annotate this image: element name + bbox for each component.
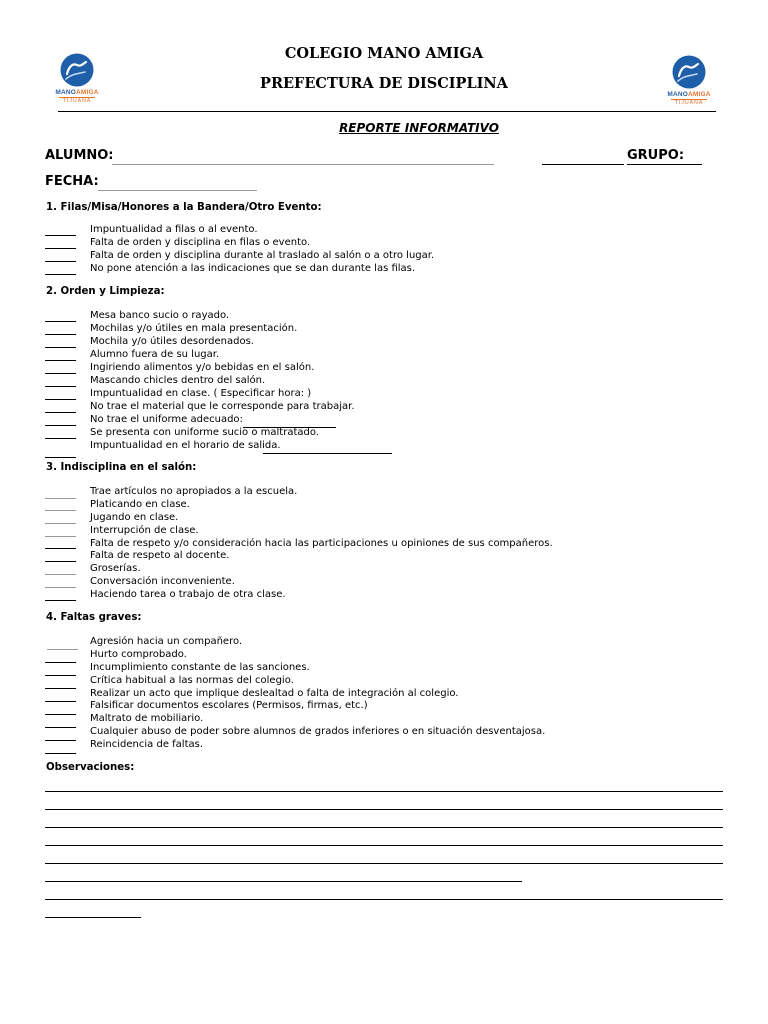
- checkbox-blank[interactable]: [45, 321, 76, 322]
- checkbox-blank[interactable]: [45, 425, 76, 426]
- list-item: Mesa banco sucio o rayado.: [90, 310, 230, 321]
- list-item: Agresión hacia un compañero.: [90, 636, 243, 647]
- observaciones-line[interactable]: [45, 791, 723, 792]
- list-item: Falta de respeto al docente.: [90, 550, 230, 561]
- checkbox-blank[interactable]: [45, 714, 76, 715]
- school-logo-left: MANOAMIGA TIJUANA: [53, 52, 101, 108]
- checkbox-blank[interactable]: [45, 412, 76, 413]
- list-item: Impuntualidad en clase. ( Especificar hora: ): [90, 388, 312, 399]
- checkbox-blank[interactable]: [45, 561, 76, 562]
- list-item: Reincidencia de faltas.: [90, 739, 204, 750]
- school-logo-right: MANOAMIGA TIJUANA: [665, 54, 713, 110]
- list-item: Jugando en clase.: [90, 512, 179, 523]
- grupo-prefix-line: [542, 148, 624, 165]
- list-item: Falta de orden y disciplina durante al traslado al salón o a otro lugar.: [90, 250, 435, 261]
- observaciones-line[interactable]: [45, 827, 723, 828]
- list-item: Impuntualidad a filas o al evento.: [90, 224, 258, 235]
- fecha-field[interactable]: [98, 174, 257, 191]
- alumno-label: ALUMNO:: [45, 148, 114, 163]
- list-item: Trae artículos no apropiados a la escuela.: [90, 486, 298, 497]
- observaciones-line[interactable]: [45, 845, 723, 846]
- observaciones-line[interactable]: [45, 899, 723, 900]
- checkbox-blank[interactable]: [45, 457, 76, 458]
- observaciones-label: Observaciones:: [46, 762, 135, 773]
- header-rule: [58, 111, 716, 112]
- checkbox-blank[interactable]: [45, 523, 76, 524]
- department-name: PREFECTURA DE DISCIPLINA: [260, 75, 508, 92]
- list-item: Haciendo tarea o trabajo de otra clase.: [90, 589, 286, 600]
- checkbox-blank[interactable]: [45, 399, 76, 400]
- checkbox-blank[interactable]: [45, 347, 76, 348]
- checkbox-blank[interactable]: [45, 235, 76, 236]
- fecha-label: FECHA:: [45, 174, 99, 189]
- checkbox-blank[interactable]: [45, 510, 76, 511]
- list-item: Mascando chicles dentro del salón.: [90, 375, 266, 386]
- checkbox-blank[interactable]: [45, 587, 76, 588]
- checkbox-blank[interactable]: [45, 727, 76, 728]
- list-item: Conversación inconveniente.: [90, 576, 235, 587]
- list-item: Maltrato de mobiliario.: [90, 713, 204, 724]
- list-item: No pone atención a las indicaciones que se dan durante las filas.: [90, 263, 416, 274]
- section-title: 1. Filas/Misa/Honores a la Bandera/Otro Evento:: [46, 202, 322, 213]
- checkbox-blank[interactable]: [45, 360, 76, 361]
- checkbox-blank[interactable]: [45, 438, 76, 439]
- school-name: COLEGIO MANO AMIGA: [284, 45, 484, 62]
- list-item: Se presenta con uniforme sucio o maltratado.: [90, 427, 319, 438]
- list-item: Cualquier abuso de poder sobre alumnos de grados inferiores o en situación desventajosa.: [90, 726, 546, 737]
- checkbox-blank[interactable]: [45, 574, 76, 575]
- list-item: Interrupción de clase.: [90, 525, 199, 536]
- checkbox-blank[interactable]: [45, 688, 76, 689]
- checkbox-blank[interactable]: [45, 600, 76, 601]
- list-item: Impuntualidad en el horario de salida.: [90, 440, 281, 451]
- salida-fill-line[interactable]: [263, 453, 392, 454]
- observaciones-line[interactable]: [45, 809, 723, 810]
- checkbox-blank[interactable]: [45, 248, 76, 249]
- report-title: REPORTE INFORMATIVO: [339, 121, 499, 135]
- list-item: Falta de orden y disciplina en filas o evento.: [90, 237, 311, 248]
- list-item: Incumplimiento constante de las sanciones.: [90, 662, 310, 673]
- section-title: 2. Orden y Limpieza:: [46, 286, 165, 297]
- section-title: 3. Indisciplina en el salón:: [46, 462, 197, 473]
- checkbox-blank[interactable]: [45, 386, 76, 387]
- checkbox-blank[interactable]: [47, 649, 78, 650]
- checkbox-blank[interactable]: [45, 753, 76, 754]
- checkbox-blank[interactable]: [45, 373, 76, 374]
- list-item: Mochila y/o útiles desordenados.: [90, 336, 254, 347]
- list-item: Crítica habitual a las normas del colegio.: [90, 675, 294, 686]
- list-item: Groserías.: [90, 563, 141, 574]
- list-item: No trae el uniforme adecuado:: [90, 414, 243, 425]
- list-item: Ingiriendo alimentos y/o bebidas en el salón.: [90, 362, 315, 373]
- list-item: Hurto comprobado.: [90, 649, 187, 660]
- checkbox-blank[interactable]: [45, 498, 76, 499]
- checkbox-blank[interactable]: [45, 675, 76, 676]
- list-item: Platicando en clase.: [90, 499, 190, 510]
- checkbox-blank[interactable]: [45, 701, 76, 702]
- list-item: Falsificar documentos escolares (Permisos, firmas, etc.): [90, 700, 368, 711]
- section-title: 4. Faltas graves:: [46, 612, 142, 623]
- list-item: No trae el material que le corresponde para trabajar.: [90, 401, 355, 412]
- checkbox-blank[interactable]: [45, 334, 76, 335]
- checkbox-blank[interactable]: [45, 261, 76, 262]
- checkbox-blank[interactable]: [45, 662, 76, 663]
- checkbox-blank[interactable]: [45, 740, 76, 741]
- grupo-label: GRUPO:: [627, 148, 685, 163]
- observaciones-line[interactable]: [45, 863, 723, 864]
- list-item: Falta de respeto y/o consideración hacia las participaciones u opiniones de sus compañeros.: [90, 538, 553, 549]
- alumno-field[interactable]: [112, 148, 494, 165]
- checkbox-blank[interactable]: [45, 536, 76, 537]
- checkbox-blank[interactable]: [45, 274, 76, 275]
- list-item: Alumno fuera de su lugar.: [90, 349, 220, 360]
- observaciones-line[interactable]: [45, 881, 522, 882]
- grupo-field[interactable]: [627, 148, 702, 165]
- list-item: Mochilas y/o útiles en mala presentación.: [90, 323, 298, 334]
- list-item: Realizar un acto que implique deslealtad o falta de integración al colegio.: [90, 688, 459, 699]
- checkbox-blank[interactable]: [45, 548, 76, 549]
- observaciones-line[interactable]: [45, 917, 141, 918]
